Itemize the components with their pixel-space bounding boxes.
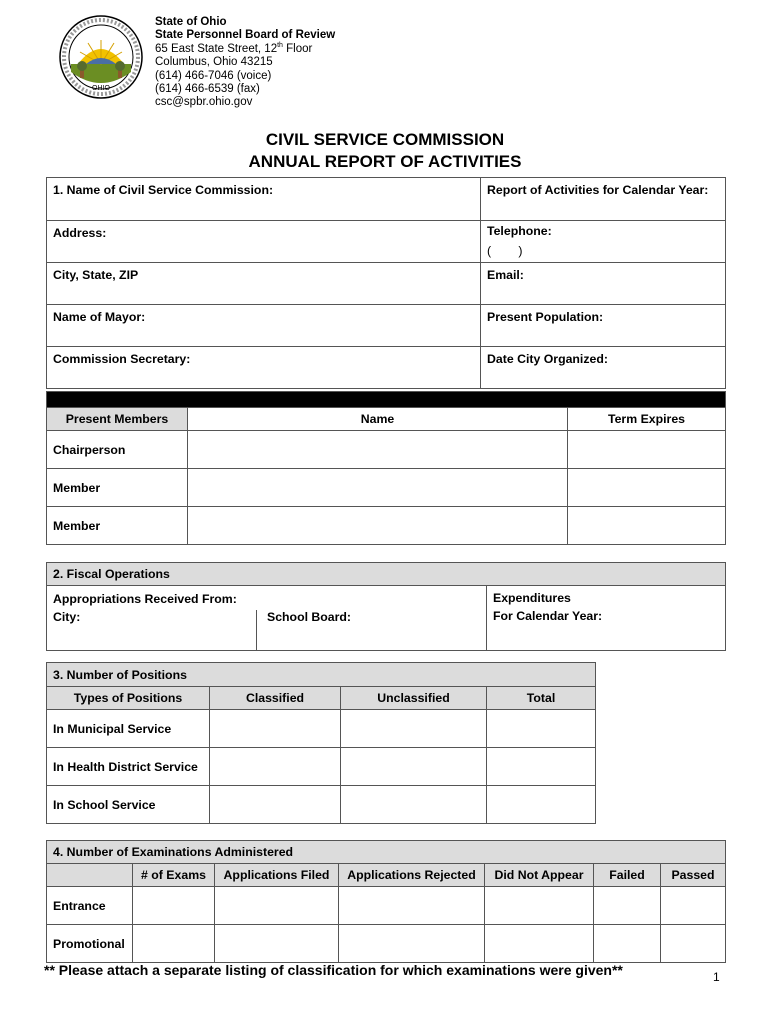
seal-caption: OHIO [92, 85, 110, 92]
entrance-failed-field[interactable] [594, 887, 661, 925]
entrance-rejected-field[interactable] [339, 887, 485, 925]
exam-type-label: Promotional [47, 925, 133, 963]
exam-header-filed: Applications Filed [215, 864, 339, 887]
commission-name-field[interactable]: 1. Name of Civil Service Commission: [47, 178, 481, 221]
address-block [155, 16, 335, 110]
address-field[interactable]: Address: [47, 221, 481, 263]
member2-name-field[interactable] [188, 507, 568, 545]
health-classified-field[interactable] [210, 748, 341, 786]
position-type-label: In Health District Service [47, 748, 210, 786]
exam-header-blank [47, 864, 133, 887]
fiscal-operations-title: 2. Fiscal Operations [47, 563, 726, 586]
positions-header-total: Total [487, 687, 596, 710]
ohio-state-seal [58, 14, 144, 100]
health-unclassified-field[interactable] [341, 748, 487, 786]
position-type-label: In Municipal Service [47, 710, 210, 748]
members-table [46, 391, 726, 545]
appropriations-label: Appropriations Received From: [53, 592, 237, 606]
city-state-zip-field[interactable]: City, State, ZIP [47, 263, 481, 305]
members-header-term: Term Expires [568, 408, 726, 431]
promotional-rejected-field[interactable] [339, 925, 485, 963]
page-number: 1 [713, 970, 720, 984]
health-total-field[interactable] [487, 748, 596, 786]
date-organized-field[interactable]: Date City Organized: [481, 347, 726, 389]
municipal-total-field[interactable] [487, 710, 596, 748]
member1-name-field[interactable] [188, 469, 568, 507]
telephone-area-code: ( ) [487, 244, 523, 258]
promotional-exams-field[interactable] [133, 925, 215, 963]
page-subtitle: ANNUAL REPORT OF ACTIVITIES [248, 152, 522, 171]
exam-type-label: Entrance [47, 887, 133, 925]
exam-header-failed: Failed [594, 864, 661, 887]
page-title: CIVIL SERVICE COMMISSION [265, 130, 505, 149]
board-name: State Personnel Board of Review [155, 29, 336, 42]
member1-term-field[interactable] [568, 469, 726, 507]
school-unclassified-field[interactable] [341, 786, 487, 824]
municipal-unclassified-field[interactable] [341, 710, 487, 748]
street-address: 65 East State Street, 12th Floor [155, 41, 313, 55]
black-divider-bar [47, 392, 726, 408]
school-board-appropriation-field[interactable]: School Board: [267, 610, 352, 624]
exam-header-no-show: Did Not Appear [485, 864, 594, 887]
positions-header-classified: Classified [210, 687, 341, 710]
member-role-label: Member [47, 469, 188, 507]
fiscal-operations-table [46, 562, 726, 651]
expenditures-field[interactable]: Expenditures For Calendar Year: [487, 586, 726, 651]
exam-header-passed: Passed [661, 864, 726, 887]
exam-header-count: # of Exams [133, 864, 215, 887]
population-field[interactable]: Present Population: [481, 305, 726, 347]
promotional-failed-field[interactable] [594, 925, 661, 963]
city-appropriation-field[interactable]: City: [53, 610, 257, 651]
entrance-no-show-field[interactable] [485, 887, 594, 925]
positions-title: 3. Number of Positions [47, 663, 596, 687]
state-name: State of Ohio [155, 16, 227, 28]
school-total-field[interactable] [487, 786, 596, 824]
contact-email: csc@spbr.ohio.gov [155, 96, 253, 109]
positions-header-type: Types of Positions [47, 687, 210, 710]
examinations-title: 4. Number of Examinations Administered [47, 841, 726, 864]
attachment-note: ** Please attach a separate listing of classification for which examinations were given** [44, 962, 623, 978]
positions-header-unclassified: Unclassified [341, 687, 487, 710]
members-header-role: Present Members [47, 408, 188, 431]
member-role-label: Member [47, 507, 188, 545]
mayor-name-field[interactable]: Name of Mayor: [47, 305, 481, 347]
appropriations-cell [47, 586, 487, 651]
email-field[interactable]: Email: [481, 263, 726, 305]
voice-phone: (614) 466-7046 (voice) [155, 69, 272, 82]
position-type-label: In School Service [47, 786, 210, 824]
municipal-classified-field[interactable] [210, 710, 341, 748]
school-classified-field[interactable] [210, 786, 341, 824]
telephone-field[interactable]: Telephone: ( ) [481, 221, 726, 263]
examinations-table [46, 840, 726, 963]
report-year-field[interactable]: Report of Activities for Calendar Year: [481, 178, 726, 221]
promotional-filed-field[interactable] [215, 925, 339, 963]
fax-number: (614) 466-6539 (fax) [155, 83, 260, 96]
member-role-label: Chairperson [47, 431, 188, 469]
exam-header-rejected: Applications Rejected [339, 864, 485, 887]
entrance-exams-field[interactable] [133, 887, 215, 925]
promotional-no-show-field[interactable] [485, 925, 594, 963]
positions-table [46, 662, 596, 824]
commission-secretary-field[interactable]: Commission Secretary: [47, 347, 481, 389]
member2-term-field[interactable] [568, 507, 726, 545]
promotional-passed-field[interactable] [661, 925, 726, 963]
chairperson-name-field[interactable] [188, 431, 568, 469]
entrance-filed-field[interactable] [215, 887, 339, 925]
members-header-name: Name [188, 408, 568, 431]
city-address: Columbus, Ohio 43215 [155, 56, 273, 69]
entrance-passed-field[interactable] [661, 887, 726, 925]
commission-info-table [46, 177, 726, 389]
chairperson-term-field[interactable] [568, 431, 726, 469]
